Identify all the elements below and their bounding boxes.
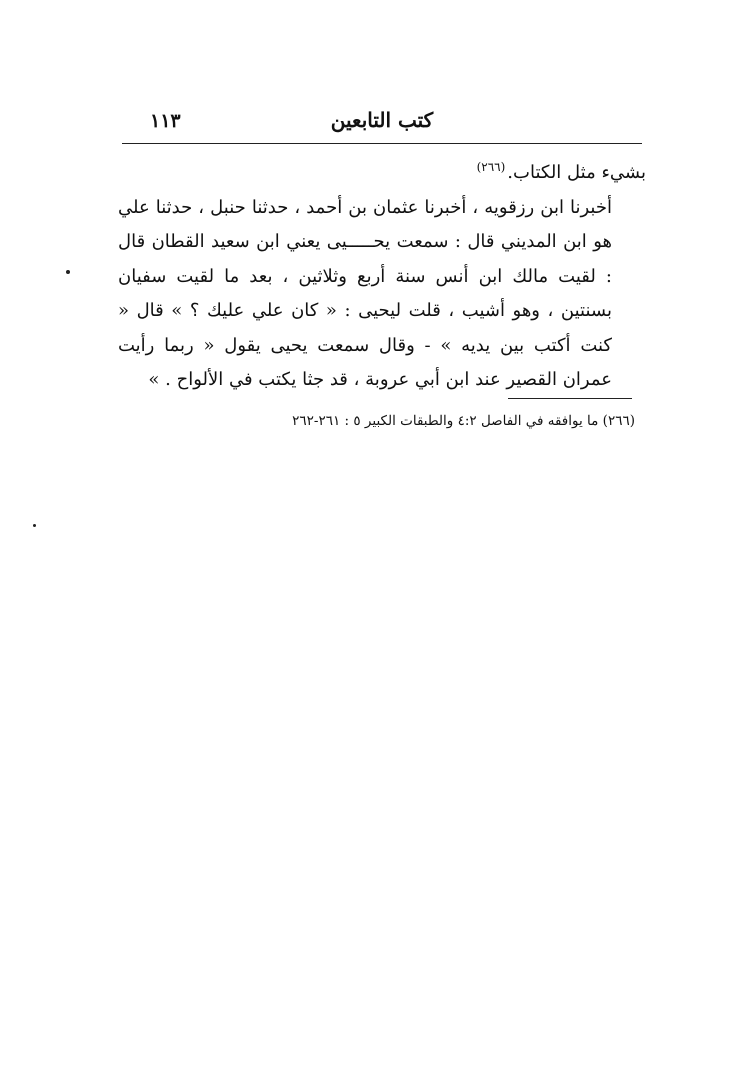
main-text [118,150,646,398]
header-rule [122,143,642,144]
narration-paragraph: أخبرنا ابن رزقويه ، أخبرنا عثمان بن أحمد ، حدثنا حنبل ، حدثنا علي هو ابن المديني قال : سمعت يحـــــيى يعني ابن سعيد القطان قال : لقيت مالك ابن أنس سنة أربع وثلاثين ، بعد ما لقيت سفيان بسنتين ، وهو أشيب ، قلت ليحيى : « كان علي عليك ؟ » قال « كنت أكتب بين يديه » - وقال سمعت يحيى يقول « ربما رأيت عمران القصير عند ابن أبي عروبة ، قد جثا يكتب في الألواح . » [118,196,612,390]
footnote-rule [508,398,632,399]
margin-dot [66,270,70,274]
opening-line [118,150,646,191]
margin-dot [33,524,36,527]
footnote: (٢٦٦) ما يوافقه في الفاصل ٤:٢ والطبقات الكبير ٥ : ٢٦١-٢٦٢ [292,413,635,429]
running-title: كتب التابعين [330,108,434,132]
footnote-reference: (٢٦٦) [476,160,506,174]
page-header [122,108,642,140]
opening-text: بشيء مثل الكتاب. [507,162,646,183]
page-number: ١١٣ [150,110,181,132]
